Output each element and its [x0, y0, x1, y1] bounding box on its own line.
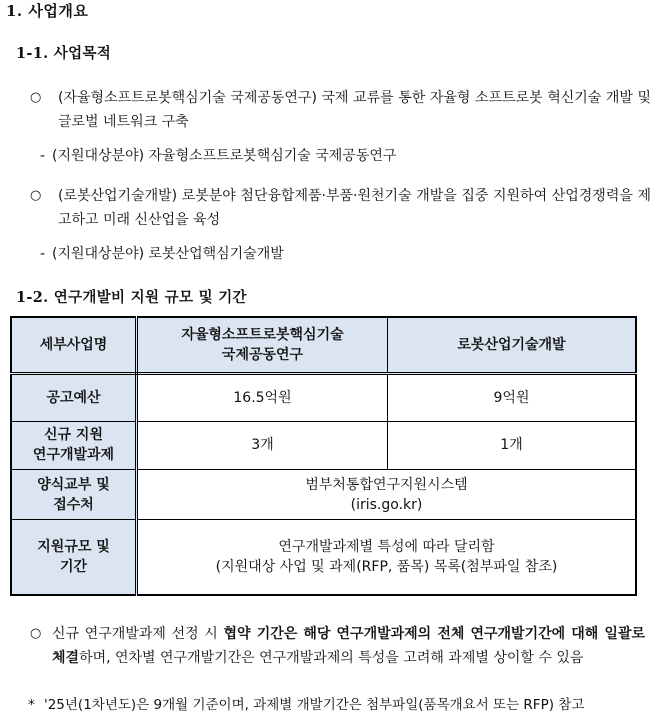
subsection-title-purpose: 1-1. 사업목적: [16, 45, 112, 62]
row-label-tasks-line2: 연구개발과제: [32, 447, 115, 464]
subsection-title-budget: 1-2. 연구개발비 지원 규모 및 기간: [16, 289, 247, 306]
table-row-tasks: [11, 421, 636, 469]
scale-value: [137, 520, 637, 595]
agreement-note-bold: 협약 기간은 해당 연구개발과제의 전체 연구개발기간에 대해 일괄로 체결: [52, 626, 645, 666]
purpose-item-1-target-text: (지원대상분야) 자율형소프트로봇핵심기술 국제공동연구: [52, 148, 397, 164]
row-label-forms: [11, 469, 137, 520]
footnote: [30, 695, 584, 715]
purpose-item-1-text: (자율형소프트로봇핵심기술 국제공동연구) 국제 교류를 통한 자율형 소프트로봇 혁신기술 개발 및 글로벌 네트워크 구축: [58, 90, 651, 130]
header-col2: 로봇산업기술개발: [388, 317, 637, 374]
table-row-scale: [11, 520, 636, 595]
table-header-row: [11, 317, 636, 374]
purpose-item-2-text: (로봇산업기술개발) 로봇분야 첨단융합제품·부품·원천기술 개발을 집중 지원하여 산업경쟁력을 제고하고 미래 신산업을 육성: [58, 188, 651, 228]
budget-col2: 9억원: [388, 374, 637, 422]
header-col1: [137, 317, 388, 374]
scale-value-line1: 연구개발과제별 특성에 따라 달리함: [278, 539, 495, 556]
row-label-tasks: [11, 421, 137, 469]
budget-table: [10, 316, 637, 596]
agreement-note-part2: 하며, 연차별 연구개발기간은 연구개발과제의 특성을 고려해 과제별 상이할 수 있음: [79, 650, 584, 666]
agreement-note-part1: 신규 연구개발과제 선정 시: [52, 626, 224, 642]
row-label-forms-line1: 양식교부 및: [37, 476, 110, 493]
row-label-budget: 공고예산: [11, 374, 137, 422]
row-label-scale: [11, 520, 137, 595]
row-label-scale-line2: 기간: [59, 559, 88, 576]
header-label: 세부사업명: [11, 317, 137, 374]
purpose-item-1: [30, 86, 651, 134]
purpose-item-2-target-text: (지원대상분야) 로봇산업핵심기술개발: [52, 246, 284, 262]
purpose-item-2-target: [40, 244, 284, 264]
agreement-note-text: [52, 622, 645, 670]
asterisk-mark: *: [28, 697, 35, 713]
dash-bullet: -: [40, 246, 46, 262]
header-col1-line2: 국제공동연구: [221, 347, 304, 364]
purpose-item-1-target: [40, 146, 396, 166]
header-col1-line1: 자율형소프트로봇핵심기술: [181, 327, 344, 344]
footnote-text: '25년(1차년도)은 9개월 기준이며, 과제별 개발기간은 첨부파일(품목개요서 또는 RFP) 참고: [44, 697, 585, 713]
section-title: 1. 사업개요: [6, 2, 89, 20]
forms-value: [137, 469, 637, 520]
table-row-budget: [11, 374, 636, 422]
scale-value-line2: (지원대상 사업 및 과제(RFP, 품목) 목록(첨부파일 참조): [215, 559, 558, 576]
tasks-col2: 1개: [388, 421, 637, 469]
row-label-scale-line1: 지원규모 및: [37, 539, 110, 556]
tasks-col1: 3개: [137, 421, 388, 469]
row-label-forms-line2: 접수처: [53, 496, 94, 513]
dash-bullet: -: [40, 148, 46, 164]
forms-value-line2: (iris.go.kr): [350, 496, 423, 513]
row-label-tasks-line1: 신규 지원: [44, 427, 103, 444]
budget-col1: 16.5억원: [137, 374, 388, 422]
forms-value-line1: 범부처통합연구지원시스템: [305, 476, 468, 493]
table-row-forms: [11, 469, 636, 520]
circle-bullet-icon: ○: [30, 90, 42, 105]
circle-bullet-icon: ○: [30, 626, 42, 641]
circle-bullet-icon: ○: [30, 188, 42, 203]
purpose-item-2: [30, 184, 651, 232]
